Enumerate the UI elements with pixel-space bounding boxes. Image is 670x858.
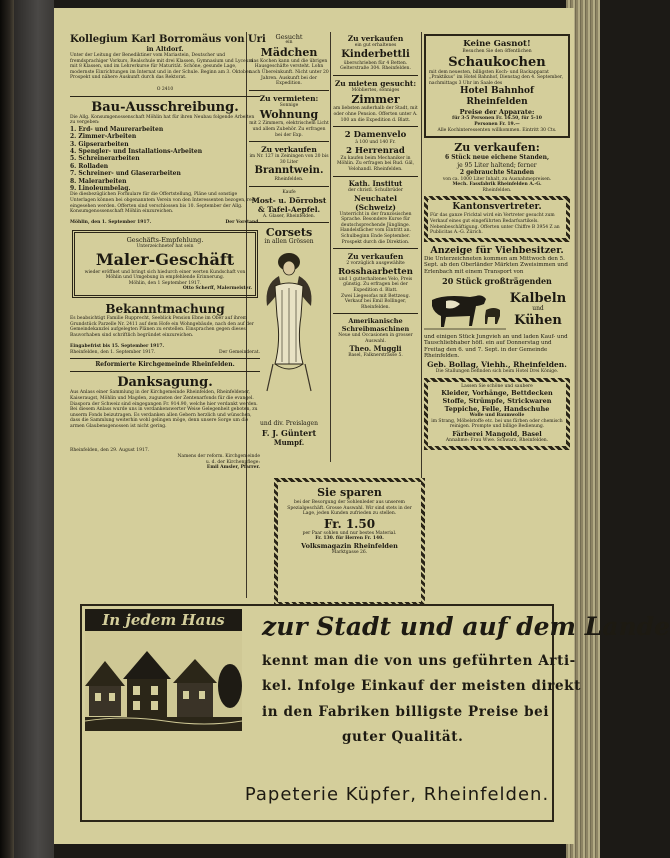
dank-sign2: u. d. der Kirchenpflege: [205, 459, 260, 465]
schreib-head1: Amerikanische [348, 317, 403, 326]
maler-title: Maler-Geschäft [95, 249, 235, 269]
vieh-foot: Die Stallungen befinden sich beim Hotel Drei Könige. [435, 368, 559, 374]
standen-place: Rheinfelden. [482, 187, 512, 193]
standen-title: Zu verkaufen: [454, 141, 540, 155]
bau-footer [70, 220, 260, 226]
kirch-title: Reformierte Kirchgemeinde Rheinfelden. [95, 361, 235, 369]
gesucht-body: das Kochen kann und die übrigen Hausgeschäfte versteht. Lohn nach Übereinkunft. Nicht unter 20 Jahren. Auskunft bei der Expedition. [249, 58, 329, 87]
corsets-sub: in allen Grössen [264, 238, 314, 246]
column-rule [330, 32, 331, 462]
neuchatel-sub: der christl. Schulbrüder [347, 188, 403, 194]
column-3 [333, 34, 418, 362]
dank-body: Aus Anlass einer Sammlung in der Kirchgemeinde Rheinfelden, Rheinfeldener, Kaiseraugst, Möhlin und Magden, zugunsten der Zentenarfonds für die evangel. Diaspora der Schweiz sind eingegangen Fr. 914.90, welche hier verdankt werden. Bei diesem Anlass wurde uns in verdankenswerter Weise Gelegenheit geboten, zu unserm Fonds beizutragen. Es verdanken allen Gebern herzlich und wünschen, dass die Sammlung weiterhin wohl gelingen möge, denn unsere Sorge um die armen Glaubensgenossen ist nicht gering. [70, 390, 258, 430]
vermieten-head: Wohnung [259, 108, 319, 122]
ad-kinderbett [333, 34, 418, 72]
vermieten-title: Zu vermieten: [259, 93, 319, 103]
divider [333, 126, 418, 127]
vieh-body: Die Unterzeichneten kommen am Mittwoch den 5. Sept. ab den Oberländer Märkten Zweisimmen und Erlenbach mit einem Transport von [424, 255, 568, 275]
ad-kollegium [70, 34, 266, 93]
bau-title: Bau-Ausschreibung. [91, 99, 239, 115]
mieten-body: am liebsten außerhalb der Stadt, mit oder ohne Pension. Offerten unter A. 100 an die Expedition d. Blatt. [333, 106, 418, 123]
kanton-title: Kantonsvertreter. [452, 202, 542, 213]
sparen-title: Sie sparen [317, 486, 382, 499]
bau-body: Die diesbezüglichen Formulare für die Offertstellung, Pläne und sonstige Unterlagen können bei obgenanntem Verein von den Interessenten bezogen, resp. eingesehen werden. Offerten sind verschlossen bis 10. September der Allg. Konsumgenossenschaft Möhlin einzureichen. [70, 192, 259, 215]
kinderbett-head: Kinderbettli [341, 48, 410, 60]
papeterie-name: Papeterie Küpfer, Rheinfelden. [244, 784, 550, 805]
sparen-body: bei der Besorgung der Sohlenleder aus unserem Spezialgeschäft. Grosse Auswahl. Wir sind stets in der Lage, jeden Kunden zufrieden zu stellen. [287, 500, 412, 517]
bottom-line-1: kennt man die von uns geführten Arti- [262, 653, 576, 669]
ad-kantonsvertreter [424, 196, 570, 241]
neuchatel-head: Neuchatel (Schweiz) [353, 193, 398, 212]
vieh-cattle-row [424, 286, 570, 334]
bau-item: 6. Rolladen [70, 162, 109, 170]
sparen-price2: Fr. 130. für Herren Fr. 140. [315, 536, 384, 542]
standen-sign: Mech. Fassfabrik Rheinfelden A.-G. [452, 182, 542, 188]
ross-head: Rosshaarbetten [338, 266, 413, 277]
most-title: Kaufe [282, 190, 296, 196]
ad-maler-geschaeft [72, 230, 258, 298]
house-illustration-box [85, 609, 242, 734]
brannt-title: Zu verkaufen [261, 145, 317, 155]
bottom-line-4: guter Qualität. [342, 729, 464, 745]
ad-schreibmaschinen [333, 317, 418, 358]
brannt-head: Branntwein. [254, 165, 324, 177]
ross-body: und 1 gutterhaltenes Velo, Preis günstig. Zu erfragen bei der Expedition d. Blatt. [338, 276, 413, 293]
divider [249, 90, 329, 91]
faerb-l3: Stoffe, Strümpfe, Strickwaren [442, 397, 552, 406]
gesucht-head: Mädchen [260, 45, 318, 59]
ad-neuchatel [333, 180, 418, 246]
bau-item: 2. Zimmer-Arbeiten [70, 133, 137, 141]
vieh-h3: Kühen [514, 312, 562, 328]
standen-l4: von ca. 1000 Liter Inhalt, zu Ausnahmepreisen. [442, 176, 552, 182]
cattle-illustration [424, 286, 506, 334]
sparen-price1: Fr. 1.50 [323, 516, 376, 531]
ad-faerberei [424, 378, 570, 450]
ad-viehbesitzer [424, 245, 570, 375]
ad-standen [424, 141, 570, 193]
ad-schaukochen [424, 34, 570, 138]
gasnot-p1: für 3-5 Personen Fr. 16.50, für 5-10 [452, 116, 542, 122]
ad-branntwein [249, 145, 329, 183]
faerb-addr: Annahme: Frau Wwe. Schwarz, Rheinfelden. [445, 437, 549, 443]
ross-b2: Zwei Liegesofas mit Bettzeug. Verkauf bei Emil Bollinger, Rheinfelden. [340, 293, 411, 310]
kinderbett-sub: ein gut erhaltenes [354, 43, 397, 48]
ad-maedchen [249, 34, 329, 87]
maler-body: wieder eröffnet und bringt sich hiedurch einer werten Kundschaft von Möhlin und Umgebung in empfehlende Erinnerung. [84, 269, 246, 281]
bau-place: Möhlin, den 1. September 1917. [70, 220, 152, 226]
divider [249, 186, 329, 187]
sparen-mid: per Paar sohlen und nur bestes Material. [302, 530, 397, 536]
bau-item: 9. Linoleumbelag. [70, 185, 131, 193]
vieh-head: 20 Stück großträgenden [442, 275, 552, 286]
village-illustration [85, 631, 242, 731]
gasnot-head: Schaukochen [448, 54, 546, 70]
bekannt-footer [70, 350, 260, 356]
kinderbett-body: überschrieben für 4 Betten. Gelterstraße 304. Rheinfelden. [340, 60, 411, 72]
bottom-line-3: in den Fabriken billigste Preise bei [262, 704, 550, 720]
faerb-l4: Teppiche, Felle, Handschuhe [444, 405, 550, 414]
faerb-name: Färberei Mangold, Basel [452, 429, 542, 438]
maler-intro: Unterzeichneter hat sein [136, 244, 194, 250]
divider [333, 313, 418, 314]
book-cover-edge [14, 0, 54, 858]
gasnot-price-title: Preise der Apparate: [459, 108, 535, 117]
bau-item: 7. Schreiner- und Glaserarbeiten [70, 170, 181, 178]
bau-item: 5. Schreinerarbeiten [70, 155, 140, 163]
maler-date: Möhlin, den 1 September 1917. [128, 280, 202, 286]
faerb-l5: Wolle und Baumwolle [469, 413, 525, 419]
maler-sign: Otto Scherff, Malermeister. [182, 286, 252, 292]
brannt-body: im Nr. 127 in Zeiningen von 20 bis 30 Liter [249, 154, 329, 165]
gasnot-p2: Personen Fr. 19.— [474, 121, 520, 127]
script-right: zur Stadt und auf dem Lande [262, 612, 670, 641]
bau-intro: Die Allg. Konsumgenossenschaft Möhlin hat für ihren Neubau folgende Arbeiten zu vergeben: [70, 114, 255, 126]
ross-sub: 2 vorzüglich ausgewählte [346, 261, 405, 267]
ad-rosshaar [333, 252, 418, 310]
faerb-body: im Strang, Möbelstoffe etc. bei uns färben oder chemisch reinigen. Prompte und billige Bedienung. [431, 418, 563, 430]
ad-sie-sparen [274, 478, 425, 606]
divider [333, 75, 418, 76]
dank-title: Danksagung. [117, 375, 213, 391]
kollegium-code: O 2410 [156, 87, 174, 92]
mieten-sub: Möbliertes, sonniges [351, 87, 400, 93]
ad-bekanntmachung [70, 302, 260, 355]
ad-papeterie-kuepfer [80, 604, 670, 822]
standen-l1: 6 Stück neue eichene Standen, [444, 154, 550, 162]
kanton-body: Für das ganze Fricktal wird ein Vertreter gesucht zum Verkauf eines gut eingeführten Bedarfsartikels. Nebenbeschäftigung. Offerten unter Chiffre B 3954 Z an Publicitas A.-G. Zürich. [430, 213, 560, 236]
column-4 [424, 34, 570, 453]
divider [70, 96, 260, 97]
bekannt-title: Bekanntmachung [105, 302, 225, 316]
most-head: Most- u. Dörrobst & Tafel-Aepfel. [251, 195, 327, 214]
ad-velo [333, 130, 418, 172]
divider [249, 222, 329, 223]
corsets-foot2: F. J. Güntert [261, 427, 317, 438]
dank-sign3: Emil Amsler, Pfarrer. [206, 465, 260, 471]
ad-bau-ausschreibung [70, 100, 260, 226]
bekannt-sign: Der Gemeinderat. [219, 349, 260, 355]
divider [70, 371, 260, 372]
kollegium-location: in Altdorf. [146, 45, 184, 53]
ross-title: Zu verkaufen [347, 252, 404, 262]
mieten-title: Zu mieten gesucht: [334, 78, 417, 88]
vieh-heads [506, 291, 570, 327]
book-spine [0, 0, 14, 858]
script-left: In jedem Haus [85, 609, 242, 631]
bau-item: 4. Spengler- und Installations-Arbeiten [70, 148, 203, 155]
kinderbett-title: Zu verkaufen [347, 34, 404, 43]
mieten-head: Zimmer [351, 93, 400, 107]
velo-body: Zu kaufen beim Mechaniker in Möhlin. Zu erfragen bei Rud. Gäl, Velohandl. Rheinfelden. [336, 155, 415, 172]
bottom-line-2: kel. Infolge Einkauf der meisten direkt [262, 678, 581, 694]
bau-item: 3. Gipserarbeiten [70, 140, 129, 148]
vieh-sign: Geb. Bollag, Viehh., Rheinfelden. [427, 359, 567, 369]
gesucht-sub: ein [285, 40, 293, 46]
schreib-body: Neue und Occasionen in grosser Auswahl. [338, 333, 413, 344]
maler-header: Geschäfts-Empfehlung. [126, 236, 204, 245]
faerb-l2: Kleider, Vorhänge, Bettdecken [441, 389, 553, 398]
ad-corsets [249, 226, 329, 418]
corsets-title: Corsets [265, 226, 313, 240]
kollegium-title: Kollegium Karl Borromäus von Uri [70, 34, 266, 45]
velo-sub: à 100 und 140 Fr. [355, 140, 396, 146]
standen-l2: je 95 Liter haltend; ferner [457, 161, 537, 169]
column-1 [70, 34, 266, 474]
vieh-body2: und einigen Stück Jungvieh an und laden Kauf- und Tauschliebhaber höfl. ein auf Donnerstag und Freitag den 6. und 7. Sept. in der Gemeinde Rheinfelden. [424, 333, 568, 360]
bekannt-date2: Rheinfelden, den 1. September 1917. [70, 349, 156, 355]
vieh-title: Anzeige für Viehbesitzer. [430, 244, 564, 256]
newspaper-page [54, 8, 670, 844]
neuchatel-body: Unterricht in der französischen Sprache. Besondere Kurse für deutschsprechende Jünglinge. Handelsfächer vom Eintritt an. Schulbeginn Ende September. Prospekt durch die Direktion. [339, 211, 412, 245]
dank-date: Rheinfelden, den 29. August 1917. [70, 448, 150, 454]
schreib-sign1: Theo. Muggli [349, 343, 402, 353]
gasnot-title: Keine Gasnot! [463, 39, 531, 49]
neuchatel-title: Kath. Institut [348, 178, 403, 188]
corsets-foot1: und div. Preislagen [260, 420, 318, 428]
bau-item: 8. Malerarbeiten [70, 177, 127, 185]
schreib-sign2: Basel, Falknerstrasse 5. [348, 353, 403, 359]
vermieten-sub: Sonnige [279, 102, 299, 108]
ad-zimmer [333, 79, 418, 123]
gesucht-title: Gesucht [275, 33, 303, 41]
sparen-shop: Volksmagazin Rheinfelden [301, 541, 398, 550]
most-sign: A. Glaser, Rheinfelden. [262, 213, 316, 219]
ad-wohnung [249, 94, 329, 138]
gasnot-hotel: Hotel Bahnhof Rheinfelden [460, 86, 534, 108]
faerb-l1: Lassen Sie schöne und saubere [461, 383, 533, 389]
gasnot-body: mit dem neuesten, billigsten Koch- und Backapparat „Praktikus“ im Hotel Bahnhof, Dienstag den 4. September, nachmittags 3 Uhr im Saale des [429, 69, 564, 86]
divider [333, 176, 418, 177]
brannt-loc: Rheinfelden. [274, 177, 304, 183]
gasnot-foot: Alle Kochinteressenten willkommen. Eintritt 30 Cts. [437, 127, 557, 133]
bau-sign: Der Vorstand. [225, 220, 260, 226]
vieh-h1: Kalbeln [509, 291, 567, 307]
velo-head1: 2 Damenvelo [344, 130, 407, 141]
divider [333, 248, 418, 249]
vermieten-body: mit 2 Zimmern, elektrischem Licht und allem Zubehör. Zu erfragen bei der Exp. [249, 121, 329, 138]
schreib-head2: Schreibmaschinen [341, 325, 410, 334]
ad-most [249, 190, 329, 219]
bau-item: 1. Erd- und Maurerarbeiten [70, 125, 164, 133]
gasnot-sub: Besuchen Sie den öffentlichen [462, 49, 532, 54]
bekannt-body: Es beabsichtigt Familie Rupprecht, Seeblick Pension Ebne im Ober auf ihrem Grundstück Parzelle Nr. 2411 auf dem Hofe ein Wohngebäude, nach den auf der Gemeindekanzlei aufgelegten Plänen zu erstellen. Einsprachen gegen dieses Bauvorhaben sind schriftlich begründet einzureichen. [70, 316, 254, 338]
column-2 [249, 34, 329, 447]
sparen-addr: Marktgasse 26. [331, 549, 368, 555]
kollegium-body: Unter der Leitung der Benediktiner vom Mariastein, Deutscher und fremdsprachiger Vorkurs, Realschule mit drei Klassen, Gymnasium und Lyceum mit 8 Klassen, und im Lehrerkurse für Maturität. Schöne, gesunde Lage, modernste Einrichtungen im Internat und in der Schule. Beginn am 3. Oktober. Prospekt und nähere Auskunft durch das Rektorat. [70, 53, 253, 81]
divider [249, 141, 329, 142]
vieh-h2: und [532, 305, 544, 313]
corset-illustration [249, 246, 329, 396]
divider [70, 358, 260, 359]
bau-items [70, 126, 260, 193]
bekannt-date1: Eingabefrist bis 15. September 1917. [70, 344, 165, 349]
standen-l3: 2 gebrauchte Standen [459, 169, 535, 177]
corsets-foot3: Mumpf. [273, 437, 305, 447]
velo-head2: 2 Herrenrad [346, 145, 405, 156]
dank-sign1: Namens der reform. Kirchgemeinde [177, 454, 260, 460]
ad-danksagung [70, 375, 260, 470]
